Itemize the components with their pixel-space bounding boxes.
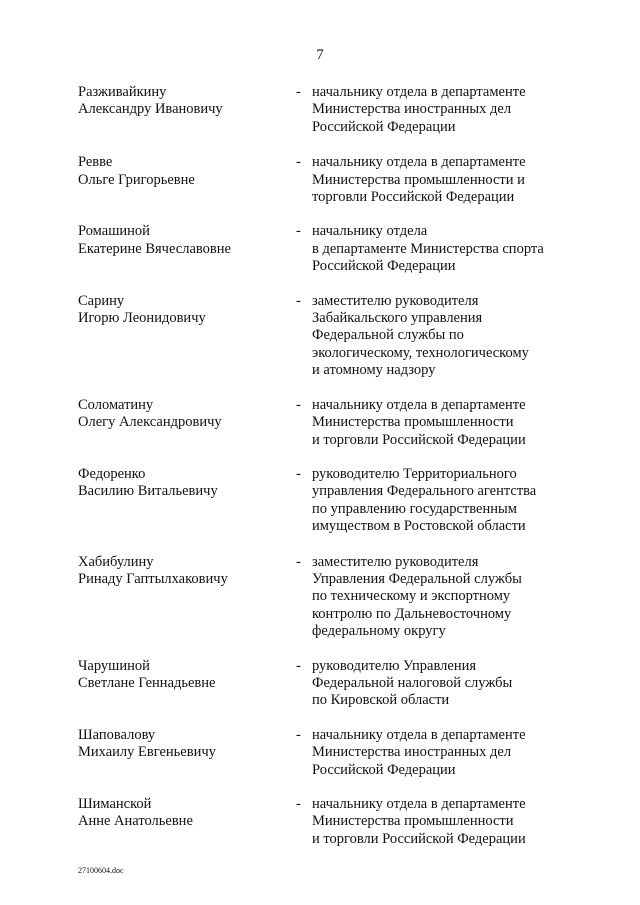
position-line: руководителю Управления xyxy=(312,657,477,674)
surname: Хабибулину xyxy=(78,553,154,570)
position-line: Забайкальского управления xyxy=(312,310,483,327)
person-name xyxy=(78,397,296,449)
position-line: Министерства промышленности xyxy=(312,813,514,830)
position-line: имуществом в Ростовской области xyxy=(312,518,526,535)
person-name xyxy=(78,796,296,848)
list-item xyxy=(78,658,578,710)
dash-separator: - xyxy=(296,84,301,100)
surname: Сарину xyxy=(78,292,125,309)
position-line: Российской Федерации xyxy=(312,118,456,135)
position-line: начальнику отдела в департаменте xyxy=(312,84,526,100)
dash-separator: - xyxy=(296,657,301,674)
given-names: Анне Анатольевне xyxy=(78,813,193,830)
dash-separator: - xyxy=(296,154,301,171)
position-line: заместителю руководителя xyxy=(312,553,479,570)
position-line: контролю по Дальневосточному xyxy=(312,605,512,622)
position-line: и торговли Российской Федерации xyxy=(312,431,526,448)
position-line: и атомному надзору xyxy=(312,362,436,379)
position-title xyxy=(312,466,578,536)
surname: Ревве xyxy=(78,154,113,171)
list-item xyxy=(78,796,578,848)
list-item xyxy=(78,84,578,136)
given-names: Ольге Григорьевне xyxy=(78,171,195,188)
given-names: Игорю Леонидовичу xyxy=(78,310,206,327)
position-line: Федеральной службы по xyxy=(312,327,464,344)
position-line: Российской Федерации xyxy=(312,258,456,275)
position-line: экологическому, технологическому xyxy=(312,344,529,361)
person-name xyxy=(78,554,296,641)
person-name xyxy=(78,223,296,275)
given-names: Василию Витальевичу xyxy=(78,483,218,500)
page-number: 7 xyxy=(316,47,324,63)
position-line: руководителю Территориального xyxy=(312,465,517,482)
position-line: управления Федерального агентства xyxy=(312,483,537,500)
position-line: начальнику отдела в департаменте xyxy=(312,726,526,743)
position-line: Министерства промышленности xyxy=(312,414,514,431)
position-line: федеральному округу xyxy=(312,623,446,640)
position-line: Федеральной налоговой службы xyxy=(312,674,513,691)
given-names: Олегу Александровичу xyxy=(78,414,222,431)
document-code: 27100604.doc xyxy=(78,866,124,875)
appointment-list xyxy=(78,84,578,848)
surname: Разживайкину xyxy=(78,84,167,100)
surname: Федоренко xyxy=(78,465,146,482)
given-names: Михаилу Евгеньевичу xyxy=(78,744,216,761)
list-item xyxy=(78,154,578,206)
position-line: Министерства иностранных дел xyxy=(312,744,512,761)
position-line: по управлению государственным xyxy=(312,500,517,517)
position-title xyxy=(312,727,578,779)
position-line: начальнику отдела в департаменте xyxy=(312,796,526,812)
position-line: начальнику отдела в департаменте xyxy=(312,154,526,171)
dash-separator: - xyxy=(296,726,301,743)
dash-separator: - xyxy=(296,553,301,570)
given-names: Светлане Геннадьевне xyxy=(78,674,216,691)
position-title xyxy=(312,796,578,848)
position-line: в департаменте Министерства спорта xyxy=(312,240,544,257)
person-name xyxy=(78,658,296,710)
position-line: Министерства иностранных дел xyxy=(312,101,512,118)
position-line: торговли Российской Федерации xyxy=(312,189,515,206)
person-name xyxy=(78,84,296,136)
dash-separator: - xyxy=(296,396,301,413)
list-item xyxy=(78,397,578,449)
list-item xyxy=(78,466,578,536)
position-title xyxy=(312,658,578,710)
list-item xyxy=(78,554,578,641)
position-line: Министерства промышленности и xyxy=(312,171,525,188)
position-title xyxy=(312,293,578,380)
given-names: Ринаду Гаптылхаковичу xyxy=(78,570,228,587)
surname: Ромашиной xyxy=(78,223,150,240)
list-item xyxy=(78,293,578,380)
surname: Шаповалову xyxy=(78,726,156,743)
position-title xyxy=(312,554,578,641)
list-item xyxy=(78,223,578,275)
given-names: Екатерине Вячеславовне xyxy=(78,240,231,257)
person-name xyxy=(78,466,296,536)
position-line: начальнику отдела в департаменте xyxy=(312,396,526,413)
position-line: по Кировской области xyxy=(312,692,450,709)
surname: Шиманской xyxy=(78,796,152,812)
position-title xyxy=(312,154,578,206)
position-line: по техническому и экспортному xyxy=(312,588,511,605)
position-title xyxy=(312,397,578,449)
person-name xyxy=(78,293,296,380)
surname: Чарушиной xyxy=(78,657,150,674)
list-item xyxy=(78,727,578,779)
position-title xyxy=(312,84,578,136)
person-name xyxy=(78,727,296,779)
given-names: Александру Ивановичу xyxy=(78,101,223,118)
dash-separator: - xyxy=(296,292,301,309)
position-line: и торговли Российской Федерации xyxy=(312,830,526,847)
person-name xyxy=(78,154,296,206)
position-title xyxy=(312,223,578,275)
position-line: начальнику отдела xyxy=(312,223,428,240)
surname: Соломатину xyxy=(78,396,154,413)
position-line: заместителю руководителя xyxy=(312,292,479,309)
position-line: Российской Федерации xyxy=(312,761,456,778)
position-line: Управления Федеральной службы xyxy=(312,570,522,587)
dash-separator: - xyxy=(296,465,301,482)
dash-separator: - xyxy=(296,796,301,812)
dash-separator: - xyxy=(296,223,301,240)
